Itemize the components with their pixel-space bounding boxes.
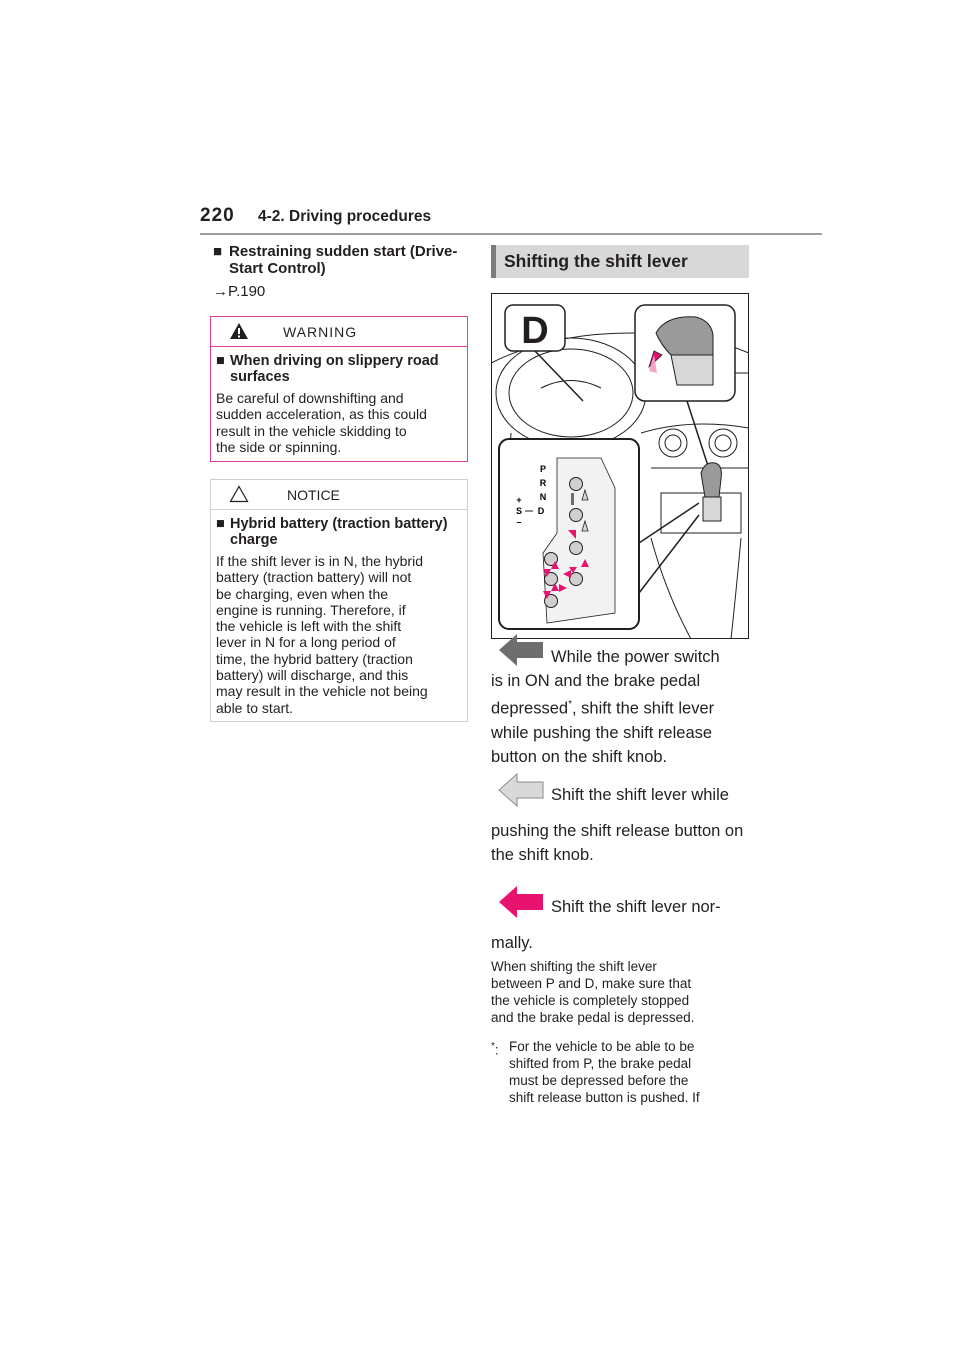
gate-label-p: P [539, 464, 547, 474]
gate-label-minus: – [516, 517, 522, 527]
instruction-paragraph-1: While the power switch is in ON and the brake pedal depressed*, shift the shift lever while pushing the shift release button on the shift knob. [491, 648, 720, 766]
shift-lever-illustration [491, 293, 749, 639]
notice-body: If the shift lever is in N, the hybrid battery (traction battery) will not be charging, even when the engine is running. Therefore, if the vehicle is left with the shift lever in N for a long period of time, the hybrid battery (traction battery) will discharge, and this may result in the vehicle not being able to start. [216, 553, 428, 716]
instruction-paragraph-2: Shift the shift lever while pushing the shift release button on the shift knob. [491, 786, 744, 864]
warning-title: ■ When driving on slippery road surfaces [216, 353, 439, 385]
warning-triangle-icon [229, 322, 249, 340]
warning-header [211, 317, 467, 347]
gate-label-n: N [539, 492, 547, 502]
square-bullet-icon: ■ [213, 243, 223, 260]
warning-label: WARNING [283, 324, 358, 340]
shift-note: When shifting the shift lever between P and D, make sure that the vehicle is completely stopped and the brake pedal is depressed. [491, 959, 695, 1025]
footnote: *: For the vehicle to be able to be shifted from P, the brake pedal must be depressed before the shift release button is pushed. If [491, 1039, 700, 1105]
page-reference: →P.190 [213, 283, 266, 300]
square-bullet-icon: ■ [216, 353, 225, 369]
subheading-drive-start-control: ■ Restraining sudden start (Drive-Start Control) [213, 243, 458, 277]
notice-header [211, 480, 467, 510]
gate-label-s: S [515, 506, 523, 516]
heading-accent-bar [491, 245, 496, 278]
gate-label-d: D [537, 506, 545, 516]
instruction-paragraph-3: Shift the shift lever nor- mally. [491, 898, 721, 952]
warning-box [210, 316, 468, 462]
warning-body: Be careful of downshifting and sudden acceleration, as this could result in the vehicle skidding to the side or spinning. [216, 390, 427, 455]
gate-label-plus: + [516, 495, 522, 505]
square-bullet-icon: ■ [216, 516, 225, 532]
section-heading-shifting: Shifting the shift lever [491, 245, 749, 278]
gear-indicator-d: D [521, 310, 549, 352]
notice-box [210, 479, 468, 722]
page-number: 220 [200, 205, 235, 226]
caution-triangle-icon [229, 485, 249, 503]
gate-label-r: R [539, 478, 547, 488]
section-title: 4-2. Driving procedures [258, 208, 432, 225]
notice-title: ■ Hybrid battery (traction battery) charge [216, 516, 448, 548]
notice-label: NOTICE [287, 487, 340, 503]
header-divider [200, 233, 822, 235]
